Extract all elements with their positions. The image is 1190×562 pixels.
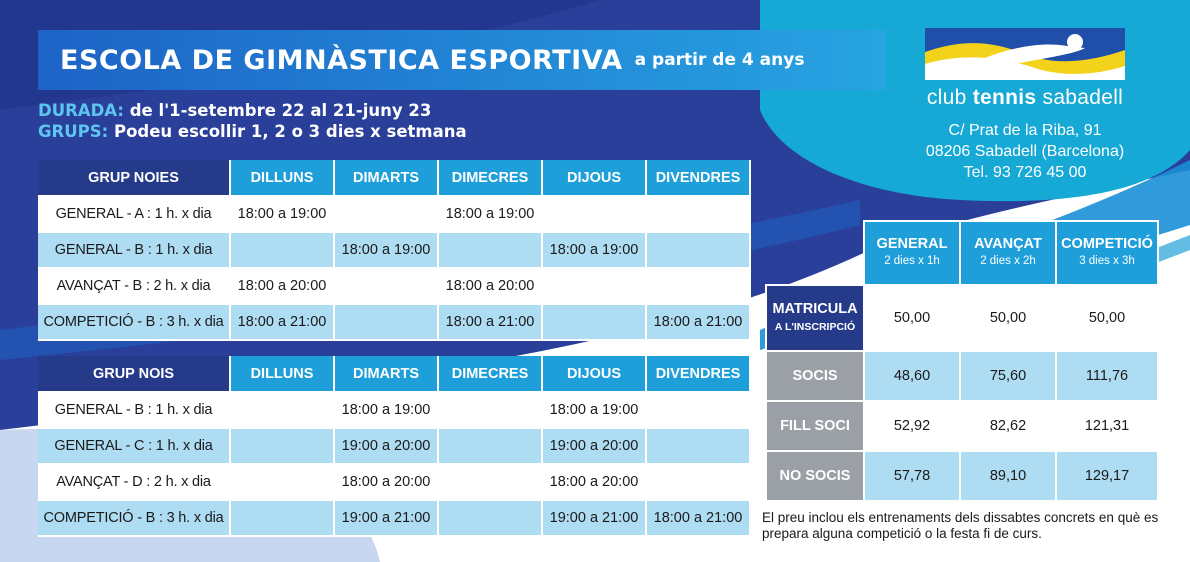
group-label: AVANÇAT - D : 2 h. x dia bbox=[38, 464, 230, 500]
price-row bbox=[766, 401, 1158, 451]
time-cell bbox=[334, 196, 438, 232]
time-cell: 18:00 a 20:00 bbox=[230, 268, 334, 304]
club-info bbox=[905, 22, 1145, 183]
price-column-header: COMPETICIÓ 3 dies x 3h bbox=[1056, 221, 1158, 285]
price-row bbox=[766, 451, 1158, 501]
prices-table bbox=[765, 220, 1159, 502]
time-cell bbox=[438, 428, 542, 464]
time-cell: 18:00 a 19:00 bbox=[334, 232, 438, 268]
day-header: DIMARTS bbox=[334, 356, 438, 392]
page-subtitle: a partir de 4 anys bbox=[634, 50, 805, 70]
time-cell: 18:00 a 20:00 bbox=[542, 464, 646, 500]
prices-header-row bbox=[766, 221, 1158, 285]
durada-value: de l'1-setembre 22 al 21-juny 23 bbox=[129, 101, 432, 120]
day-header: DILLUNS bbox=[230, 356, 334, 392]
time-cell bbox=[646, 428, 750, 464]
group-label: COMPETICIÓ - B : 3 h. x dia bbox=[38, 500, 230, 536]
price-note: El preu inclou els entrenaments dels dissabtes concrets en què es prepara alguna competició o la festa fi de curs. bbox=[762, 510, 1159, 541]
club-phone: Tel. 93 726 45 00 bbox=[963, 164, 1087, 181]
matricula-label: MATRICULA A L'INSCRIPCIÓ bbox=[766, 285, 864, 351]
price-row-label: FILL SOCI bbox=[766, 401, 864, 451]
group-header: GRUP NOIES bbox=[38, 160, 230, 196]
table-row bbox=[38, 268, 750, 304]
time-cell bbox=[230, 500, 334, 536]
time-cell: 18:00 a 21:00 bbox=[438, 304, 542, 340]
time-cell: 19:00 a 21:00 bbox=[542, 500, 646, 536]
grups-label: GRUPS: bbox=[38, 122, 109, 141]
time-cell bbox=[334, 268, 438, 304]
matricula-row bbox=[766, 285, 1158, 351]
group-header: GRUP NOIS bbox=[38, 356, 230, 392]
time-cell bbox=[542, 196, 646, 232]
time-cell: 18:00 a 19:00 bbox=[438, 196, 542, 232]
table-header-row bbox=[38, 356, 750, 392]
time-cell: 18:00 a 21:00 bbox=[230, 304, 334, 340]
day-header: DIJOUS bbox=[542, 160, 646, 196]
club-address bbox=[905, 120, 1145, 183]
table-row bbox=[38, 232, 750, 268]
group-label: AVANÇAT - B : 2 h. x dia bbox=[38, 268, 230, 304]
time-cell bbox=[646, 392, 750, 428]
price-cell: 52,92 bbox=[864, 401, 960, 451]
title-bar bbox=[38, 30, 886, 90]
group-label: GENERAL - A : 1 h. x dia bbox=[38, 196, 230, 232]
time-cell bbox=[646, 268, 750, 304]
time-cell bbox=[230, 232, 334, 268]
table-row bbox=[38, 304, 750, 340]
table-header-row bbox=[38, 160, 750, 196]
price-row-label: NO SOCIS bbox=[766, 451, 864, 501]
time-cell: 18:00 a 19:00 bbox=[542, 232, 646, 268]
empty-corner bbox=[766, 221, 864, 285]
time-cell bbox=[334, 304, 438, 340]
group-label: GENERAL - B : 1 h. x dia bbox=[38, 392, 230, 428]
price-cell: 111,76 bbox=[1056, 351, 1158, 401]
price-cell: 75,60 bbox=[960, 351, 1056, 401]
course-info bbox=[38, 100, 467, 142]
day-header: DILLUNS bbox=[230, 160, 334, 196]
price-cell: 89,10 bbox=[960, 451, 1056, 501]
time-cell: 19:00 a 20:00 bbox=[334, 428, 438, 464]
club-name: club tennis sabadell bbox=[926, 86, 1124, 109]
time-cell bbox=[646, 464, 750, 500]
table-row bbox=[38, 392, 750, 428]
group-label: GENERAL - C : 1 h. x dia bbox=[38, 428, 230, 464]
durada-label: DURADA: bbox=[38, 101, 124, 120]
table-row bbox=[38, 428, 750, 464]
time-cell: 18:00 a 19:00 bbox=[230, 196, 334, 232]
time-cell bbox=[646, 196, 750, 232]
time-cell: 18:00 a 19:00 bbox=[334, 392, 438, 428]
day-header: DIVENDRES bbox=[646, 160, 750, 196]
price-cell: 57,78 bbox=[864, 451, 960, 501]
group-label: COMPETICIÓ - B : 3 h. x dia bbox=[38, 304, 230, 340]
time-cell: 18:00 a 20:00 bbox=[438, 268, 542, 304]
day-header: DIMARTS bbox=[334, 160, 438, 196]
day-header: DIVENDRES bbox=[646, 356, 750, 392]
time-cell bbox=[438, 392, 542, 428]
swimmer-logo-icon bbox=[925, 28, 1125, 80]
time-cell bbox=[230, 464, 334, 500]
day-header: DIMECRES bbox=[438, 356, 542, 392]
table-row bbox=[38, 196, 750, 232]
time-cell bbox=[438, 232, 542, 268]
time-cell bbox=[438, 464, 542, 500]
price-cell: 48,60 bbox=[864, 351, 960, 401]
price-cell: 82,62 bbox=[960, 401, 1056, 451]
time-cell: 19:00 a 21:00 bbox=[334, 500, 438, 536]
day-header: DIJOUS bbox=[542, 356, 646, 392]
time-cell: 18:00 a 19:00 bbox=[542, 392, 646, 428]
day-header: DIMECRES bbox=[438, 160, 542, 196]
price-cell: 129,17 bbox=[1056, 451, 1158, 501]
time-cell bbox=[542, 304, 646, 340]
price-cell: 121,31 bbox=[1056, 401, 1158, 451]
price-row bbox=[766, 351, 1158, 401]
time-cell: 19:00 a 20:00 bbox=[542, 428, 646, 464]
time-cell bbox=[230, 428, 334, 464]
price-cell: 50,00 bbox=[960, 285, 1056, 351]
time-cell bbox=[230, 392, 334, 428]
table-row bbox=[38, 464, 750, 500]
time-cell: 18:00 a 21:00 bbox=[646, 304, 750, 340]
time-cell: 18:00 a 20:00 bbox=[334, 464, 438, 500]
group-label: GENERAL - B : 1 h. x dia bbox=[38, 232, 230, 268]
price-cell: 50,00 bbox=[1056, 285, 1158, 351]
table-row bbox=[38, 500, 750, 536]
grups-value: Podeu escollir 1, 2 o 3 dies x setmana bbox=[113, 122, 467, 141]
durada-line bbox=[38, 100, 467, 121]
price-column-header: AVANÇAT 2 dies x 2h bbox=[960, 221, 1056, 285]
time-cell: 18:00 a 21:00 bbox=[646, 500, 750, 536]
time-cell bbox=[438, 500, 542, 536]
time-cell bbox=[542, 268, 646, 304]
schedule-nois-table bbox=[38, 356, 751, 537]
address-line-2: 08206 Sabadell (Barcelona) bbox=[925, 143, 1125, 160]
address-line-1: C/ Prat de la Riba, 91 bbox=[948, 122, 1102, 139]
schedule-noies-table bbox=[38, 160, 751, 341]
price-cell: 50,00 bbox=[864, 285, 960, 351]
price-row-label: SOCIS bbox=[766, 351, 864, 401]
grups-line bbox=[38, 121, 467, 142]
price-column-header: GENERAL 2 dies x 1h bbox=[864, 221, 960, 285]
page-title: ESCOLA DE GIMNÀSTICA ESPORTIVA bbox=[60, 44, 623, 76]
time-cell bbox=[646, 232, 750, 268]
